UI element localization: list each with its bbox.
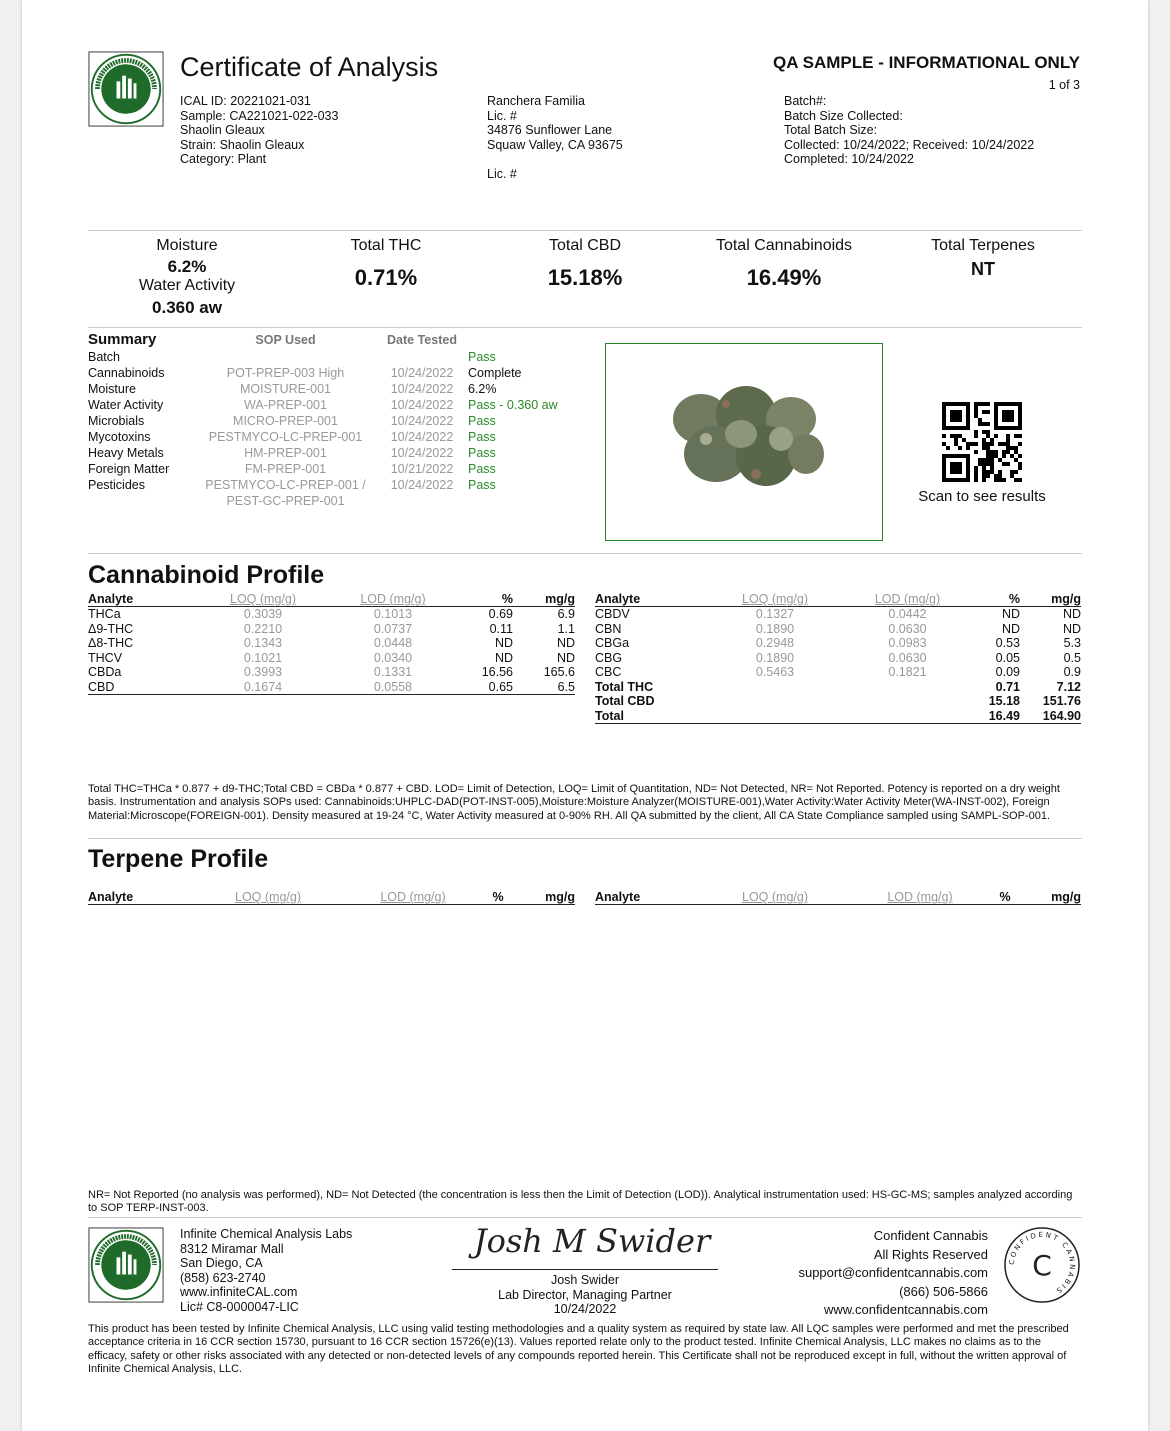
sample-id: Sample: CA221021-022-033: [180, 108, 339, 123]
cannabinoid-table-left: [88, 592, 575, 695]
moisture-label: Moisture: [156, 237, 218, 254]
certificate-page: [22, 0, 1148, 1431]
lod-cell: 0.0558: [338, 680, 448, 695]
loq-cell: 0.1021: [243, 650, 283, 665]
table-row: [88, 651, 575, 666]
cc-website: www.confidentcannabis.com: [823, 1302, 988, 1317]
sop-header: SOP Used: [255, 333, 316, 347]
page-title: Certificate of Analysis: [180, 52, 439, 82]
total-cannabinoids-value: 16.49%: [746, 265, 822, 290]
signer-title: Lab Director, Managing Partner: [498, 1287, 672, 1302]
batch-number: Batch#:: [784, 94, 827, 108]
client-name: Ranchera Familia: [487, 94, 585, 108]
summary-name: Pesticides: [88, 478, 145, 492]
total-cannabinoids-label: Total Cannabinoids: [715, 237, 853, 254]
analyte-cell: CBDa: [88, 665, 122, 679]
total-percent: 0.71: [995, 679, 1020, 694]
percent-cell: 0.11: [489, 621, 513, 636]
cannabinoid-profile-title: Cannabinoid Profile: [88, 561, 325, 589]
col-loq: LOQ (mg/g): [695, 890, 855, 905]
product-image-frame: [605, 343, 883, 541]
total-mgg: 164.90: [1020, 709, 1081, 724]
cc-name: Confident Cannabis: [873, 1228, 988, 1243]
percent-cell: ND: [494, 636, 513, 650]
total-cbd-label: Total CBD: [548, 237, 622, 254]
total-terpenes-label: Total Terpenes: [931, 237, 1035, 254]
signature: Josh M Swider: [473, 1222, 711, 1260]
summary-sop: WA-PREP-001: [244, 398, 327, 412]
summary-result: Pass: [468, 350, 496, 364]
category: Category: Plant: [180, 152, 267, 166]
date-header: Date Tested: [387, 333, 457, 347]
col-mgg: mg/g: [518, 890, 575, 905]
mgg-cell: ND: [556, 650, 575, 665]
sample-info: [180, 94, 338, 167]
terpene-table-left: [88, 890, 575, 905]
summary-sop: PESTMYCO-LC-PREP-001: [208, 430, 363, 444]
moisture-value: 6.2%: [167, 257, 207, 276]
disclaimer: This product has been tested by Infinite Chemical Analysis, LLC using valid testing methodologies and a quality system as required by state law. All LQC samples were performed and met the prescribed acceptance criteria in 16 CCR section 15730, pursuant to 16 CCR section 15726(e)(13). Values reported relate only to the product tested. Infinite Chemical Analysis, LLC makes no claims as to the efficacy, safety or other risks associated with any detected or non-detected levels of any compounds reported herein. This Certificate shall not be reproduced except in full, without the written approval of Infinite Chemical Analysis, LLC.: [88, 1323, 1069, 1375]
lod-cell: 0.1331: [373, 665, 413, 679]
table-row: [595, 622, 1081, 637]
kpi-total-terpenes: [884, 237, 1082, 280]
signed-date: 10/24/2022: [553, 1302, 617, 1316]
summary-name: Cannabinoids: [88, 366, 165, 380]
summary-row: [88, 461, 588, 477]
summary-name: Water Activity: [88, 398, 164, 412]
analyte-cell: THCV: [88, 650, 123, 665]
mgg-cell: ND: [1062, 621, 1081, 636]
percent-cell: ND: [1001, 607, 1020, 621]
mgg-cell: 0.9: [1063, 665, 1081, 679]
client-street: 34876 Sunflower Lane: [487, 123, 613, 137]
summary-result: Pass - 0.360 aw: [468, 398, 558, 412]
batch-size-collected: Batch Size Collected:: [784, 108, 903, 123]
summary-date: 10/24/2022: [390, 478, 454, 492]
mgg-cell: 0.5: [1063, 650, 1081, 665]
terpene-table-right: [595, 890, 1081, 905]
cannabis-bud-image: [606, 344, 881, 539]
summary-name: Mycotoxins: [88, 430, 151, 444]
col-mgg: mg/g: [1025, 890, 1081, 905]
kpi-total-cannabinoids: [684, 237, 884, 291]
analyte-cell: CBG: [595, 650, 623, 665]
table-row: [595, 651, 1081, 666]
summary-sop: HM-PREP-001: [244, 446, 327, 460]
client-license-2: Lic. #: [487, 166, 517, 181]
total-percent: 16.49: [960, 709, 1020, 724]
percent-cell: ND: [1001, 621, 1020, 636]
summary-sop: [195, 349, 376, 365]
summary-row: [88, 349, 588, 365]
col-percent: %: [448, 592, 513, 607]
loq-cell: 0.1327: [755, 607, 795, 621]
summary-result: Pass: [468, 462, 496, 476]
analyte-cell: CBDV: [595, 607, 630, 621]
mgg-cell: 1.1: [557, 621, 575, 636]
collected-received: Collected: 10/24/2022; Received: 10/24/2022: [784, 137, 1035, 152]
summary-name: Heavy Metals: [88, 446, 164, 460]
summary-row: [88, 381, 588, 397]
signer-info: [452, 1273, 718, 1317]
ical-logo: [88, 51, 164, 127]
summary-date: 10/24/2022: [390, 414, 454, 428]
summary-result: Pass: [468, 430, 496, 444]
col-lod: LOD (mg/g): [338, 592, 448, 607]
lod-cell: 0.0442: [888, 607, 927, 621]
loq-cell: 0.1674: [188, 680, 338, 695]
completed-date: Completed: 10/24/2022: [784, 152, 914, 166]
cc-email: support@confidentcannabis.com: [798, 1265, 988, 1280]
cc-info: [798, 1227, 988, 1320]
summary-sop: PEST-GC-PREP-001: [226, 494, 345, 508]
mgg-cell: ND: [1062, 607, 1081, 621]
summary-result: 6.2%: [468, 382, 497, 396]
total-percent: 15.18: [988, 694, 1020, 708]
signer-name: Josh Swider: [550, 1273, 620, 1287]
col-analyte: Analyte: [88, 592, 188, 607]
summary-row: [88, 445, 588, 461]
summary-row: [88, 413, 588, 429]
total-row: [595, 709, 1081, 724]
cc-letter: C: [1032, 1249, 1052, 1282]
summary-result: Pass: [468, 478, 496, 492]
col-percent: %: [985, 890, 1025, 905]
cannabinoid-table-right: [595, 592, 1081, 724]
qr-code[interactable]: [942, 402, 1022, 482]
loq-cell: 0.1890: [755, 621, 795, 636]
percent-cell: 0.09: [995, 665, 1020, 679]
col-analyte: Analyte: [595, 890, 695, 905]
client-license: Lic. #: [487, 108, 517, 123]
percent-cell: 16.56: [481, 665, 513, 679]
loq-cell: 0.2210: [243, 621, 283, 636]
lab-license: Lic# C8-0000047-LIC: [180, 1299, 299, 1314]
kpi-total-thc: [286, 237, 486, 291]
summary-sop: FM-PREP-001: [244, 462, 327, 476]
col-percent: %: [960, 592, 1020, 607]
summary-date: 10/24/2022: [390, 398, 454, 412]
table-row: [595, 636, 1081, 651]
summary-sop: POT-PREP-003 High: [226, 366, 345, 380]
total-row: [595, 694, 1081, 709]
strain: Strain: Shaolin Gleaux: [180, 137, 305, 152]
lab-website: www.infiniteCAL.com: [180, 1285, 298, 1299]
total-mgg: 7.12: [1056, 679, 1081, 694]
summary-date: 10/21/2022: [390, 462, 454, 476]
col-lod: LOD (mg/g): [855, 890, 985, 905]
loq-cell: 0.1343: [243, 636, 283, 650]
total-thc-value: 0.71%: [354, 265, 418, 290]
lab-phone: (858) 623-2740: [180, 1270, 266, 1285]
lod-cell: 0.0737: [373, 621, 413, 636]
total-batch-size: Total Batch Size:: [784, 123, 878, 137]
kpi-total-cbd: [486, 237, 684, 291]
summary-sop: MOISTURE-001: [240, 382, 331, 396]
lod-cell: 0.1013: [373, 607, 413, 621]
summary-name: Foreign Matter: [88, 462, 170, 476]
lod-cell: 0.1821: [888, 665, 927, 679]
summary-section: [88, 331, 588, 509]
col-analyte: Analyte: [595, 592, 695, 607]
summary-row: [88, 429, 588, 445]
summary-result: Pass: [468, 414, 496, 428]
loq-cell: 0.5463: [755, 665, 795, 679]
cannabinoid-note: Total THC=THCa * 0.877 + d9-THC;Total CBD = CBDa * 0.877 + CBD. LOD= Limit of Detection, LOQ= Limit of Quantitation, ND= Not Detected, NR= Not Reported. Potency is reported on a dry weight basis. Instrumentation and analysis SOPs used: Cannabinoids:UHPLC-DAD(POT-INST-005),Moisture:Moisture Analyzer(MOISTURE-001),Water Activity:Water Activity Meter(WA-INST-002), Foreign Material:Microscope(FOREIGN-001). Density measured at 19-24 °C, Water Activity measured at 0-90% RH. All QA submitted by the client, All CA State Compliance sampled using SAMPL-SOP-001.: [88, 783, 1060, 822]
analyte-cell: Δ9-THC: [88, 621, 134, 636]
batch-info: [784, 94, 1034, 167]
summary-row: [88, 477, 588, 493]
summary-date: 10/24/2022: [390, 382, 454, 396]
lod-cell: 0.0630: [888, 650, 927, 665]
summary-name: Microbials: [88, 414, 145, 428]
mgg-cell: 165.6: [543, 665, 575, 679]
lod-cell: 0.0983: [888, 636, 927, 650]
summary-date: [376, 349, 468, 365]
table-row: [88, 607, 575, 622]
analyte-cell: CBN: [595, 621, 622, 636]
mgg-cell: ND: [556, 636, 575, 650]
qr-caption: Scan to see results: [918, 488, 1046, 505]
total-mgg: 151.76: [1042, 694, 1081, 708]
lab-info: [180, 1227, 352, 1314]
table-row: [595, 665, 1081, 680]
table-row: [88, 636, 575, 651]
total-label: Total THC: [595, 679, 654, 694]
ical-footer-logo: [88, 1227, 164, 1303]
percent-cell: ND: [494, 650, 513, 665]
lab-city: San Diego, CA: [180, 1256, 263, 1270]
loq-cell: 0.3039: [243, 607, 283, 621]
cc-rights: All Rights Reserved: [873, 1246, 988, 1262]
lod-cell: 0.0448: [373, 636, 413, 650]
lod-cell: 0.0340: [373, 650, 413, 665]
summary-date: 10/24/2022: [390, 366, 454, 380]
mgg-cell: 6.5: [513, 680, 575, 695]
total-label: Total CBD: [595, 694, 655, 708]
col-percent: %: [478, 890, 518, 905]
loq-cell: 0.3993: [243, 665, 283, 679]
summary-title: Summary: [88, 331, 157, 348]
terpene-note: NR= Not Reported (no analysis was performed), ND= Not Detected (the concentration is less then the Limit of Detection (LOD)). Analytical instrumentation used: HS-GC-MS; samples analyzed according to SOP TERP-INST-003.: [88, 1189, 1073, 1215]
analyte-cell: THCa: [88, 607, 121, 621]
col-analyte: Analyte: [88, 890, 188, 905]
analyte-cell: Δ8-THC: [88, 636, 134, 650]
analyte-cell: CBD: [88, 680, 188, 695]
col-lod: LOD (mg/g): [855, 592, 960, 607]
summary-result: Pass: [468, 446, 496, 460]
col-lod: LOD (mg/g): [348, 890, 478, 905]
col-mgg: mg/g: [513, 592, 575, 607]
lab-street: 8312 Miramar Mall: [180, 1241, 284, 1256]
analyte-cell: CBGa: [595, 636, 630, 650]
terpene-profile-title: Terpene Profile: [88, 845, 269, 873]
total-row: [595, 680, 1081, 695]
col-mgg: mg/g: [1020, 592, 1081, 607]
col-loq: LOQ (mg/g): [695, 592, 855, 607]
page-number: 1 of 3: [1048, 78, 1080, 92]
summary-row: [88, 397, 588, 413]
table-row: [88, 665, 575, 680]
summary-name: Batch: [88, 350, 120, 364]
qa-label: QA SAMPLE - INFORMATIONAL ONLY: [773, 53, 1080, 72]
summary-result: Complete: [468, 366, 522, 380]
col-loq: LOQ (mg/g): [188, 592, 338, 607]
mgg-cell: 5.3: [1063, 636, 1081, 650]
lod-cell: 0.0630: [888, 621, 927, 636]
qr-code-image: [942, 402, 1022, 482]
table-row: [595, 607, 1081, 622]
cc-phone: (866) 506-5866: [899, 1283, 988, 1299]
lab-name: Infinite Chemical Analysis Labs: [180, 1227, 353, 1241]
total-cbd-value: 15.18%: [547, 265, 623, 290]
loq-cell: 0.1890: [755, 650, 795, 665]
percent-cell: 0.53: [995, 636, 1020, 650]
percent-cell: 0.69: [488, 607, 513, 621]
water-activity-value: 0.360 aw: [152, 298, 222, 317]
summary-sop: PESTMYCO-LC-PREP-001 /: [205, 478, 366, 492]
summary-name: Moisture: [88, 382, 136, 396]
mgg-cell: 6.9: [557, 607, 575, 621]
analyte-cell: CBC: [595, 665, 622, 679]
total-label: Total: [595, 709, 960, 724]
client-info: [487, 94, 623, 181]
col-loq: LOQ (mg/g): [188, 890, 348, 905]
summary-date: 10/24/2022: [390, 430, 454, 444]
total-terpenes-value: NT: [971, 259, 995, 279]
percent-cell: 0.05: [995, 650, 1020, 665]
summary-table: [88, 331, 588, 509]
table-row: [88, 622, 575, 637]
summary-sop: MICRO-PREP-001: [233, 414, 338, 428]
total-thc-label: Total THC: [350, 237, 422, 254]
client-city: Squaw Valley, CA 93675: [487, 137, 623, 152]
confident-cannabis-logo: [1002, 1225, 1082, 1305]
summary-row: [88, 365, 588, 381]
table-row: [88, 680, 575, 695]
loq-cell: 0.2948: [755, 636, 795, 650]
cc-ring-text: CONFIDENT CANNABIS: [1007, 1230, 1077, 1296]
ical-id: ICAL ID: 20221021-031: [180, 94, 311, 108]
summary-date: 10/24/2022: [390, 446, 454, 460]
kpi-moisture: [88, 237, 286, 318]
percent-cell: 0.65: [448, 680, 513, 695]
sample-name: Shaolin Gleaux: [180, 123, 265, 137]
water-activity-label: Water Activity: [138, 277, 236, 294]
